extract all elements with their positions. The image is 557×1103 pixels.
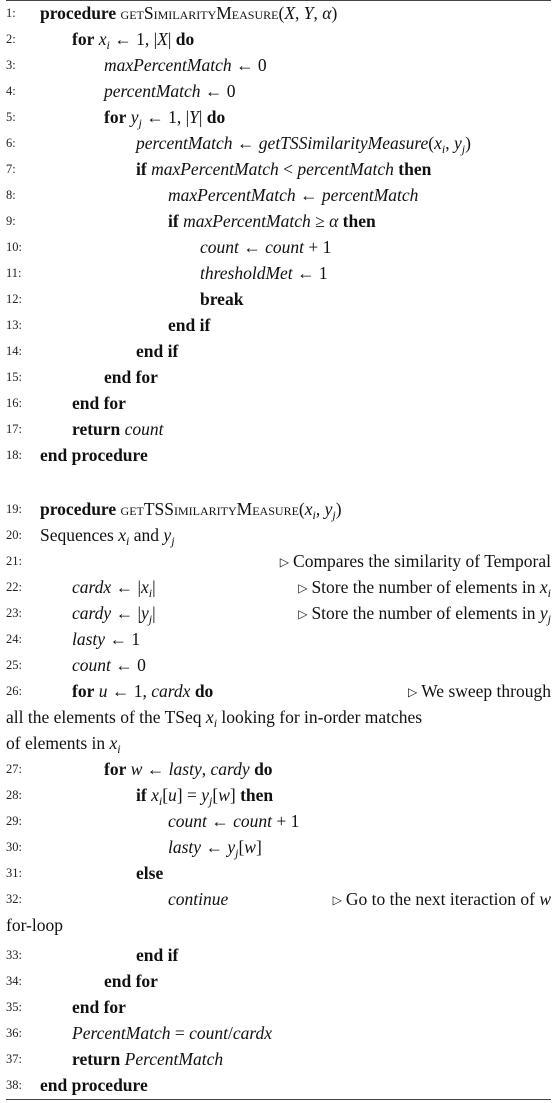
line-code: else <box>136 863 164 883</box>
line-number: 6: <box>6 136 16 150</box>
line-number: 34: <box>6 974 22 988</box>
line-number: 30: <box>6 840 22 854</box>
line-number: 24: <box>6 632 22 646</box>
line-number: 8: <box>6 188 16 202</box>
line-code: lasty ← 1 <box>72 629 141 649</box>
algorithm-line <box>0 52 557 78</box>
algorithm-line <box>0 704 557 730</box>
line-number: 9: <box>6 214 16 228</box>
line-code: lasty ← $y_j[w]$ <box>168 837 262 860</box>
line-number: 13: <box>6 318 22 332</box>
line-number: 28: <box>6 788 22 802</box>
algorithm-line <box>0 182 557 208</box>
line-code: end if <box>136 341 179 361</box>
algorithm-line <box>0 156 557 182</box>
line-number: 7: <box>6 162 16 176</box>
line-number: 25: <box>6 658 22 672</box>
line-number: 14: <box>6 344 22 358</box>
line-code: if maxPercentMatch ≥ α then <box>168 211 376 231</box>
algorithm-line <box>0 496 557 522</box>
line-number: 4: <box>6 84 16 98</box>
algorithm-line <box>0 0 557 26</box>
algorithm-line <box>0 548 557 574</box>
algorithm-line <box>0 104 557 130</box>
bottom-rule <box>6 1099 551 1100</box>
line-comment: ▷ We sweep through <box>407 681 551 701</box>
algorithm-line <box>0 364 557 390</box>
line-code: end for <box>72 393 126 413</box>
line-code: count ← 0 <box>72 655 146 675</box>
algorithm-line <box>0 338 557 364</box>
algorithm-line <box>0 1072 557 1098</box>
algorithm-line <box>0 260 557 286</box>
line-code: for w ← lasty, cardy do <box>104 759 273 779</box>
algorithm-line <box>0 442 557 468</box>
algorithm-line <box>0 626 557 652</box>
algorithm-line <box>0 600 557 626</box>
line-code: for $x_i$ ← 1, |X| do <box>72 29 195 52</box>
line-code: end for <box>104 367 158 387</box>
line-number: 1: <box>6 6 16 20</box>
algorithm-line <box>0 234 557 260</box>
line-code: maxPercentMatch ← 0 <box>104 55 267 75</box>
line-code: end procedure <box>40 445 148 465</box>
algorithm-line <box>0 312 557 338</box>
algorithm-line <box>0 416 557 442</box>
line-code: percentMatch ← 0 <box>104 81 236 101</box>
algorithm-line <box>0 652 557 678</box>
line-number: 33: <box>6 948 22 962</box>
line-number: 38: <box>6 1078 22 1092</box>
line-code: PercentMatch = count/cardx <box>72 1023 273 1043</box>
line-code: end procedure <box>40 1075 148 1095</box>
algorithm-line <box>0 942 557 968</box>
line-number: 11: <box>6 266 22 280</box>
line-comment: ▷ Store the number of elements in $x_i$ <box>298 577 551 600</box>
line-number: 12: <box>6 292 22 306</box>
line-code: Sequences $x_i$ and $y_j$ <box>40 525 175 548</box>
line-code: return count <box>72 419 164 439</box>
line-code: return PercentMatch <box>72 1049 224 1069</box>
line-code: if maxPercentMatch < percentMatch then <box>136 159 432 179</box>
line-number: 37: <box>6 1052 22 1066</box>
line-comment: ▷ Go to the next iteraction of w <box>332 889 551 909</box>
line-code: end if <box>168 315 211 335</box>
line-code: count ← count + 1 <box>200 237 332 257</box>
line-number: 18: <box>6 448 22 462</box>
line-code: end for <box>104 971 158 991</box>
line-number: 17: <box>6 422 22 436</box>
line-number: 23: <box>6 606 22 620</box>
algorithm-line <box>0 782 557 808</box>
line-code: for u ← 1, cardx do <box>72 681 214 701</box>
line-number: 5: <box>6 110 16 124</box>
algorithm-line <box>0 208 557 234</box>
algorithm-line <box>0 756 557 782</box>
algorithm-line <box>0 834 557 860</box>
line-number: 3: <box>6 58 16 72</box>
line-code: procedure $getTSSimilarityMeasure(x_i$, $y_j$) <box>40 499 342 522</box>
algorithm-line <box>0 912 557 938</box>
line-number: 22: <box>6 580 22 594</box>
line-code: for $y_j$ ← 1, |Y| do <box>104 107 226 130</box>
line-number: 35: <box>6 1000 22 1014</box>
line-code: of elements in $x_i$ <box>6 733 121 756</box>
algorithm-line <box>0 730 557 756</box>
algorithm-line <box>0 574 557 600</box>
line-number: 10: <box>6 240 22 254</box>
algorithm-line <box>0 130 557 156</box>
line-number: 16: <box>6 396 22 410</box>
line-code: for-loop <box>6 915 63 935</box>
line-number: 2: <box>6 32 16 46</box>
algorithm-line <box>0 390 557 416</box>
algorithm-line <box>0 1046 557 1072</box>
line-code: continue <box>168 889 229 909</box>
line-code: percentMatch ← $getTSSimilarityMeasure(x_i$, $y_j$) <box>136 133 471 156</box>
line-number: 20: <box>6 528 22 542</box>
line-code: all the elements of the TSeq $x_i$ looking for in-order matches <box>6 707 423 730</box>
line-number: 15: <box>6 370 22 384</box>
algorithm-line <box>0 78 557 104</box>
line-comment: ▷ Compares the similarity of Temporal <box>279 551 551 571</box>
line-code: cardy ← $|y_j|$ <box>72 603 156 626</box>
algorithm-line <box>0 968 557 994</box>
line-code: count ← count + 1 <box>168 811 300 831</box>
line-comment: ▷ Store the number of elements in $y_j$ <box>298 603 551 626</box>
algorithm-line <box>0 26 557 52</box>
algorithm-line <box>0 522 557 548</box>
line-number: 29: <box>6 814 22 828</box>
algorithm-line <box>0 994 557 1020</box>
line-code: procedure getSimilarityMeasure(X, Y, α) <box>40 3 338 23</box>
line-code: if $x_i[u] = y_j[w]$ then <box>136 785 274 808</box>
line-code: break <box>200 289 244 309</box>
algorithm-line <box>0 286 557 312</box>
line-code: end for <box>72 997 126 1017</box>
line-number: 19: <box>6 502 22 516</box>
line-number: 27: <box>6 762 22 776</box>
line-number: 26: <box>6 684 22 698</box>
line-number: 36: <box>6 1026 22 1040</box>
algorithm-line <box>0 678 557 704</box>
algorithm-line <box>0 860 557 886</box>
line-code: thresholdMet ← 1 <box>200 263 328 283</box>
line-code: maxPercentMatch ← percentMatch <box>168 185 419 205</box>
line-number: 21: <box>6 554 22 568</box>
algorithm-line <box>0 808 557 834</box>
line-code: end if <box>136 945 179 965</box>
line-code: cardx ← $|x_i|$ <box>72 577 156 600</box>
algorithm-line <box>0 886 557 912</box>
algorithm-line <box>0 1020 557 1046</box>
line-number: 31: <box>6 866 22 880</box>
line-number: 32: <box>6 892 22 906</box>
